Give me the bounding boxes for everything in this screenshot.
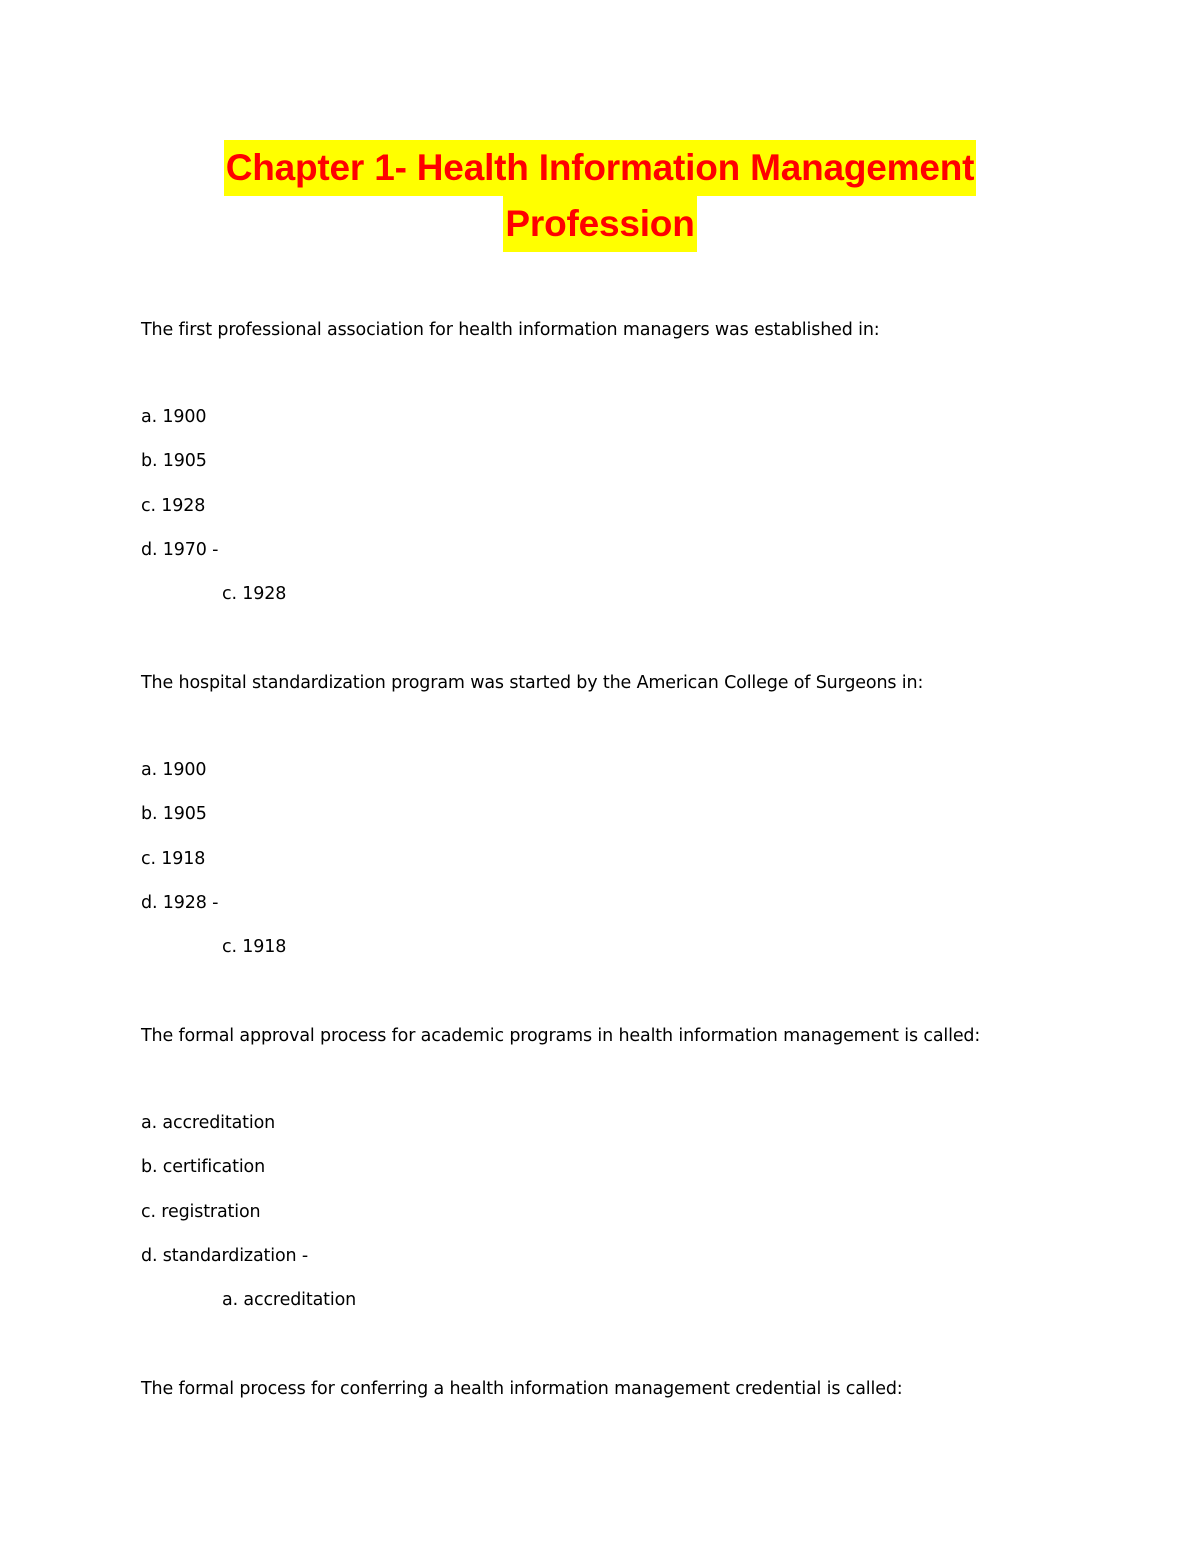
question-1-option-b: b. 1905 <box>141 451 207 471</box>
chapter-title <box>0 140 1200 252</box>
question-1-option-a: a. 1900 <box>141 407 207 427</box>
question-2-option-a: a. 1900 <box>141 760 207 780</box>
question-3-option-c: c. registration <box>141 1202 261 1222</box>
question-2-option-c: c. 1918 <box>141 849 206 869</box>
question-3-prompt: The formal approval process for academic programs in health information management is called: <box>141 1026 981 1046</box>
question-2-prompt: The hospital standardization program was started by the American College of Surgeons in: <box>141 673 924 693</box>
question-3-option-b: b. certification <box>141 1157 266 1177</box>
question-2-option-b: b. 1905 <box>141 804 207 824</box>
question-1-option-c: c. 1928 <box>141 496 206 516</box>
question-3-answer: a. accreditation <box>222 1290 357 1310</box>
question-1-answer: c. 1928 <box>222 584 287 604</box>
question-3-option-a: a. accreditation <box>141 1113 276 1133</box>
question-1-prompt: The first professional association for health information managers was established in: <box>141 320 880 340</box>
question-2-answer: c. 1918 <box>222 937 287 957</box>
chapter-title-line-1: Chapter 1- Health Information Management <box>224 140 977 196</box>
chapter-title-line-2: Profession <box>503 196 696 252</box>
question-3-option-d: d. standardization - <box>141 1246 309 1266</box>
question-2-option-d: d. 1928 - <box>141 893 219 913</box>
question-4-prompt: The formal process for conferring a health information management credential is called: <box>141 1379 903 1399</box>
question-1-option-d: d. 1970 - <box>141 540 219 560</box>
